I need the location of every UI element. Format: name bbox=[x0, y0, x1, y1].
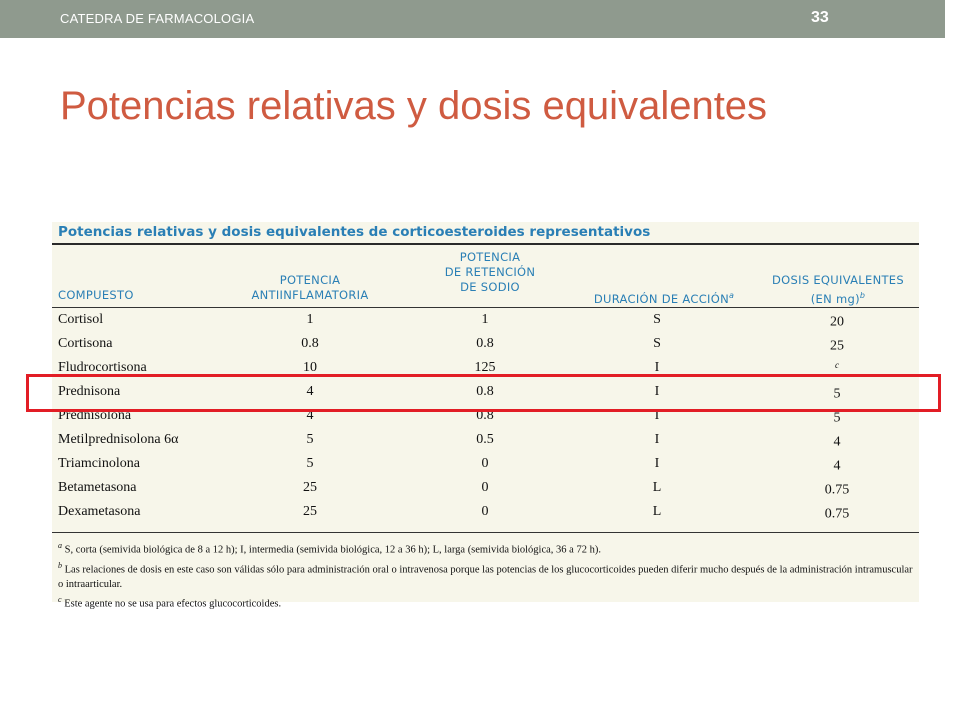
cell-sodium: 0 bbox=[481, 456, 489, 471]
header-antiinflamatoria-line1: POTENCIA bbox=[279, 273, 341, 287]
table-row bbox=[52, 501, 919, 525]
header-bar bbox=[0, 0, 945, 38]
cell-compound: Triamcinolona bbox=[58, 456, 140, 471]
cell-sodium: 0.8 bbox=[476, 408, 494, 423]
cell-dose bbox=[812, 480, 862, 499]
cell-dose bbox=[812, 456, 862, 475]
cell-dose-value: 5 bbox=[833, 386, 841, 402]
cell-compound: Dexametasona bbox=[58, 504, 141, 519]
cell-dose-sup: c bbox=[835, 360, 839, 370]
slide-title: Potencias relativas y dosis equivalentes bbox=[60, 84, 768, 128]
table-row bbox=[52, 333, 919, 357]
footnote-b bbox=[58, 558, 918, 593]
table-footnotes bbox=[58, 538, 918, 612]
cell-duration: I bbox=[654, 432, 660, 447]
cell-dose-value: 25 bbox=[830, 338, 844, 354]
cell-antiinflammatory: 5 bbox=[306, 456, 314, 471]
cell-compound: Metilprednisolona 6α bbox=[58, 432, 179, 447]
cell-dose bbox=[812, 432, 862, 451]
footnote-text: S, corta (semivida biológica de 8 a 12 h); I, intermedia (semivida biológica, 12 a 36 h); L, larga (semivida biológica, 36 a 72 h). bbox=[64, 544, 601, 556]
cell-compound: Cortisona bbox=[58, 336, 113, 351]
cell-dose-value: 20 bbox=[830, 314, 844, 330]
table-caption: Potencias relativas y dosis equivalentes de corticoesteroides representativos bbox=[58, 224, 651, 240]
cell-antiinflammatory: 10 bbox=[303, 360, 317, 375]
cell-duration: S bbox=[653, 312, 661, 327]
cell-sodium: 0.8 bbox=[476, 336, 494, 351]
cell-dose bbox=[812, 312, 862, 331]
cell-dose-value: 0.75 bbox=[824, 506, 850, 522]
cell-duration: I bbox=[654, 408, 660, 423]
cell-antiinflammatory: 4 bbox=[306, 384, 314, 399]
cell-duration: L bbox=[652, 504, 662, 519]
footnote-c bbox=[58, 592, 918, 612]
cell-compound: Fludrocortisona bbox=[58, 360, 147, 375]
header-dosis-line2: (EN mg) bbox=[810, 291, 860, 306]
cell-sodium: 0.8 bbox=[476, 384, 494, 399]
cell-duration: I bbox=[654, 360, 660, 375]
cell-dose-value: 0.75 bbox=[824, 482, 850, 498]
header-duracion-sup: a bbox=[728, 291, 735, 300]
cell-dose-value: 4 bbox=[833, 434, 841, 450]
footnote-a bbox=[58, 538, 918, 558]
header-duracion bbox=[584, 288, 744, 307]
corticosteroid-table bbox=[52, 222, 919, 610]
cell-compound: Cortisol bbox=[58, 312, 104, 327]
cell-dose-value: 4 bbox=[833, 458, 841, 474]
header-retencion-sodio bbox=[425, 250, 555, 295]
header-dosis-line1: DOSIS EQUIVALENTES bbox=[772, 273, 904, 287]
table-row bbox=[52, 453, 919, 477]
cell-antiinflammatory: 1 bbox=[306, 312, 314, 327]
table-row bbox=[52, 309, 919, 333]
cell-antiinflammatory: 5 bbox=[306, 432, 314, 447]
course-name: CATEDRA DE FARMACOLOGIA bbox=[60, 11, 255, 26]
cell-duration: I bbox=[654, 384, 660, 399]
cell-duration: I bbox=[654, 456, 660, 471]
header-retencion-line1: POTENCIA bbox=[459, 250, 521, 264]
cell-antiinflammatory: 25 bbox=[303, 504, 317, 519]
cell-antiinflammatory: 4 bbox=[306, 408, 314, 423]
cell-sodium: 0.5 bbox=[476, 432, 494, 447]
cell-duration: L bbox=[652, 480, 662, 495]
header-duracion-label: DURACIÓN DE ACCIÓN bbox=[593, 291, 729, 306]
header-retencion-line2: DE RETENCIÓN bbox=[444, 265, 536, 279]
highlight-box-prednisona bbox=[26, 374, 941, 412]
header-dosis-sup: b bbox=[859, 291, 866, 300]
cell-sodium: 0 bbox=[481, 504, 489, 519]
header-antiinflamatoria bbox=[230, 273, 390, 303]
cell-dose-value: 5 bbox=[833, 410, 841, 426]
cell-antiinflammatory: 0.8 bbox=[301, 336, 319, 351]
cell-sodium: 0 bbox=[481, 480, 489, 495]
footnote-text: Este agente no se usa para efectos glucocorticoides. bbox=[64, 598, 282, 610]
footer-rule bbox=[52, 532, 919, 533]
header-retencion-line3: DE SODIO bbox=[460, 280, 520, 294]
cell-compound: Betametasona bbox=[58, 480, 137, 495]
footnote-mark: c bbox=[58, 595, 62, 604]
cell-dose bbox=[812, 504, 862, 523]
header-dosis bbox=[758, 273, 918, 307]
header-dosis-line2-wrap bbox=[758, 288, 918, 307]
cell-compound: Prednisona bbox=[58, 384, 121, 399]
table-top-rule bbox=[52, 243, 919, 245]
table-row bbox=[52, 429, 919, 453]
header-compuesto: COMPUESTO bbox=[58, 288, 134, 302]
header-rule bbox=[52, 307, 919, 308]
footnote-mark: a bbox=[58, 541, 62, 550]
footnote-mark: b bbox=[58, 560, 62, 570]
cell-sodium: 1 bbox=[481, 312, 489, 327]
footnote-text: Las relaciones de dosis en este caso son válidas sólo para administración oral o intravenosa porque las potencias de los glucocorticoides pueden diferir mucho después de la administración intramuscular o intraarticular. bbox=[58, 564, 913, 590]
cell-sodium: 125 bbox=[474, 360, 496, 375]
cell-compound: Prednisolona bbox=[58, 408, 132, 423]
header-antiinflamatoria-line2: ANTIINFLAMATORIA bbox=[251, 288, 369, 302]
cell-antiinflammatory: 25 bbox=[303, 480, 317, 495]
cell-duration: S bbox=[653, 336, 661, 351]
slide-number: 33 bbox=[811, 9, 829, 26]
table-row bbox=[52, 477, 919, 501]
cell-dose bbox=[812, 336, 862, 355]
